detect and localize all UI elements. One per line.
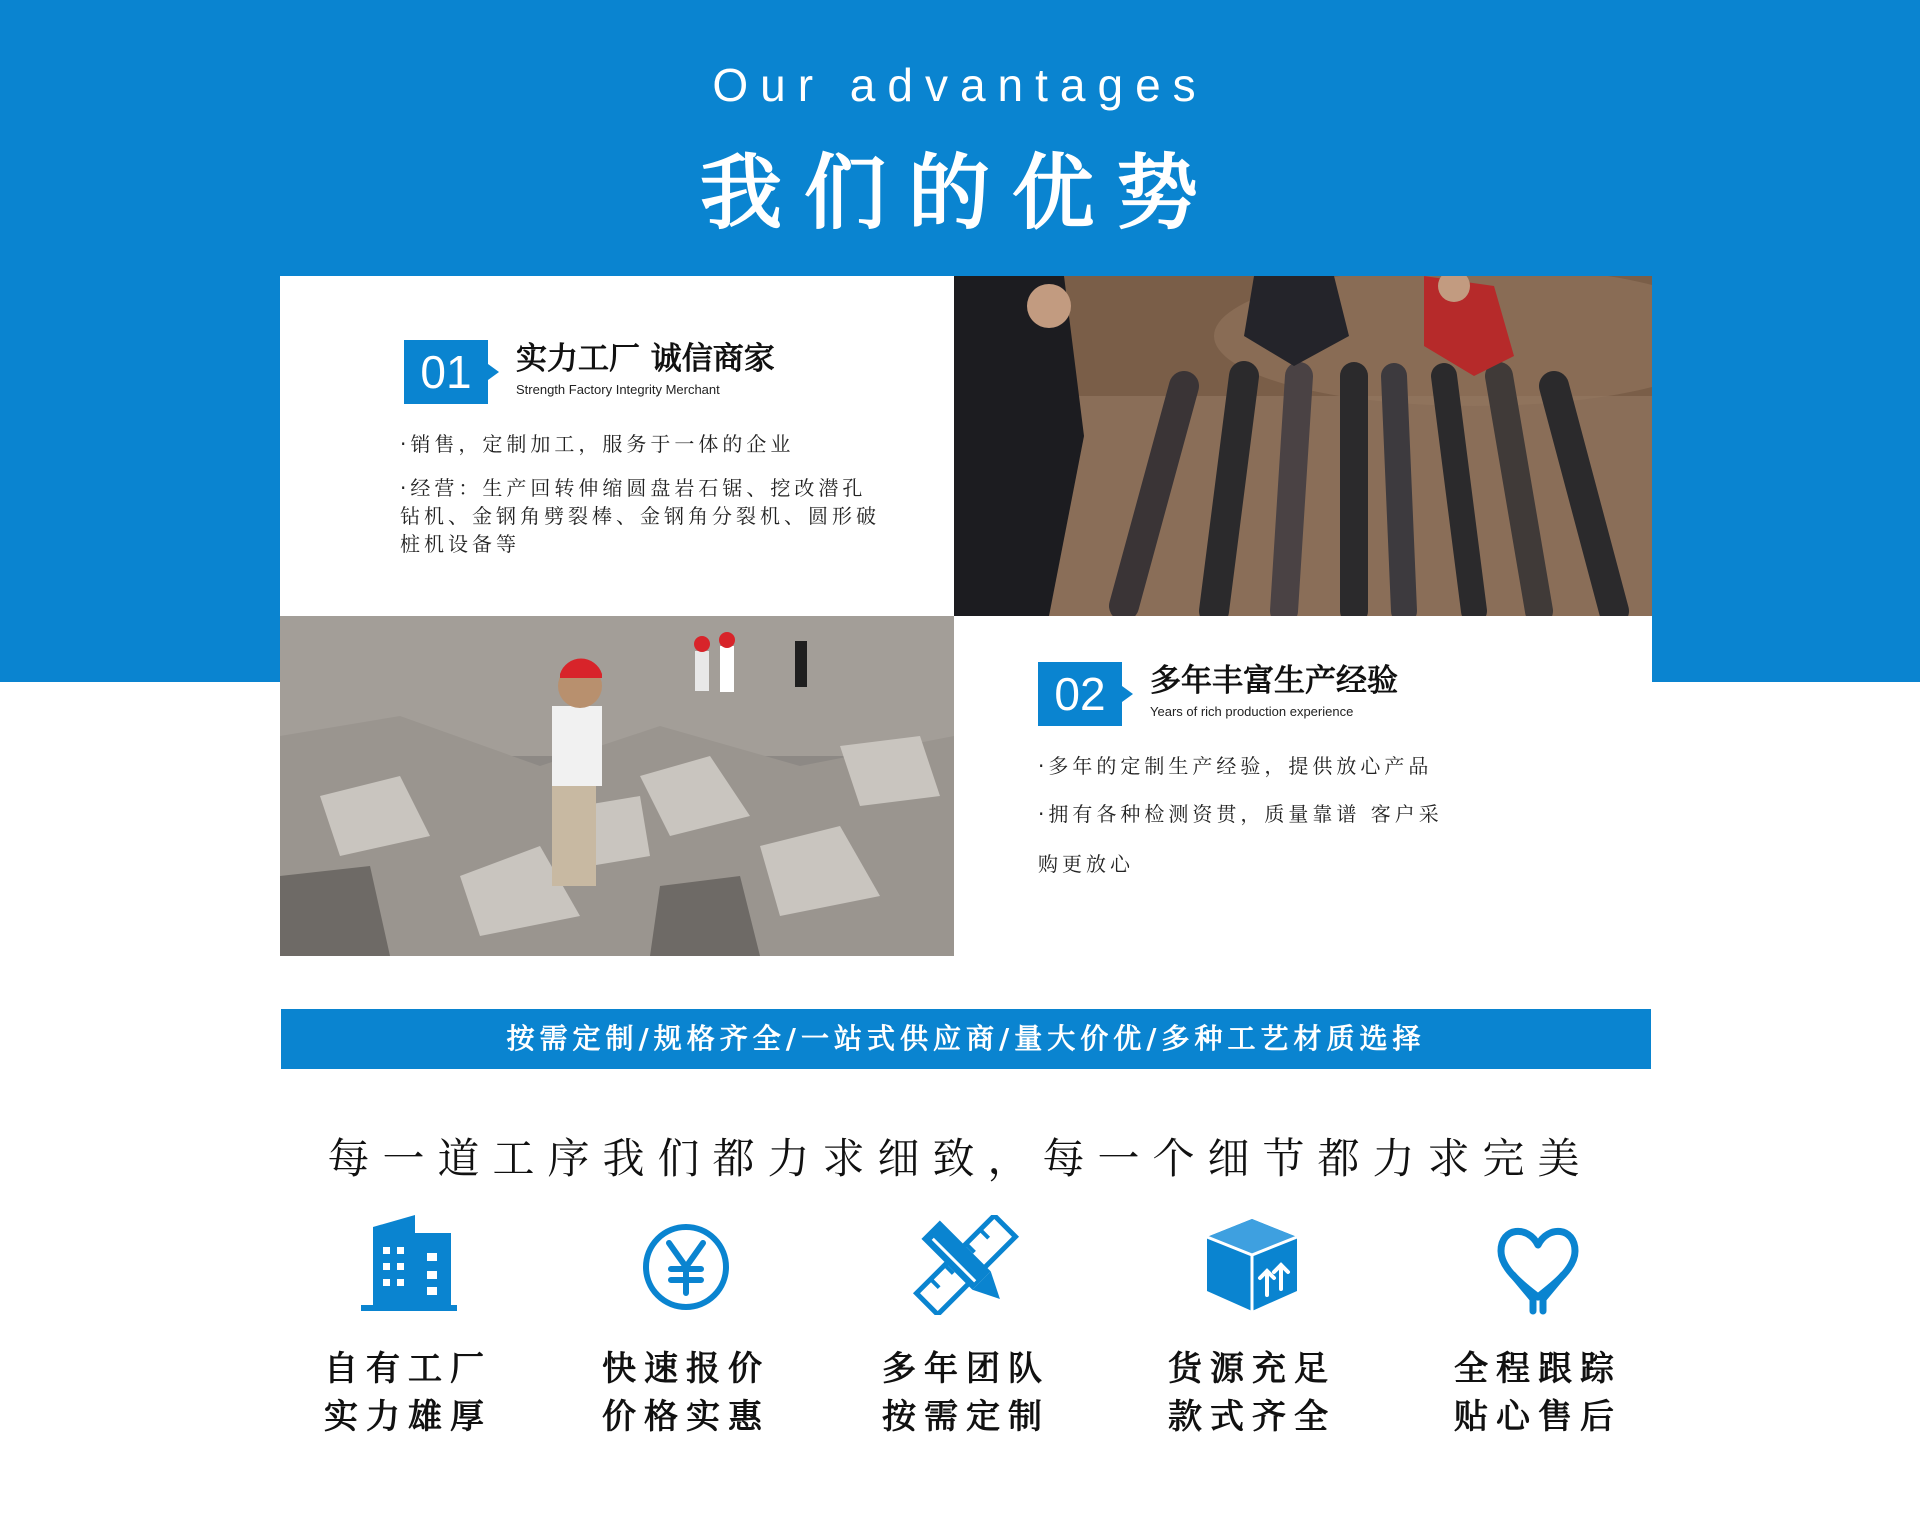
feature-line-1: 全程跟踪 xyxy=(1454,1349,1622,1389)
feature-bar: 按需定制/规格齐全/一站式供应商/量大价优/多种工艺材质选择 xyxy=(281,1009,1651,1069)
feature-item xyxy=(1132,1215,1372,1441)
building-icon xyxy=(353,1215,463,1315)
yuan-icon xyxy=(631,1215,741,1315)
advantage-number: 01 xyxy=(404,340,488,404)
advantage-subtitle: Years of rich production experience xyxy=(1150,704,1354,719)
feature-item xyxy=(288,1215,528,1441)
english-title: Our advantages xyxy=(712,59,1208,111)
feature-item xyxy=(1418,1215,1658,1441)
advantage-bullet: ·多年的定制生产经验，提供放心产品 xyxy=(1038,754,1433,778)
feature-line-2: 实力雄厚 xyxy=(324,1397,492,1437)
pencil-ruler-icon xyxy=(911,1215,1021,1315)
feature-item xyxy=(846,1215,1086,1441)
feature-line-1: 自有工厂 xyxy=(324,1349,492,1389)
feature-line-1: 货源充足 xyxy=(1168,1349,1336,1389)
advantage-number: 02 xyxy=(1038,662,1122,726)
advantage-title: 多年丰富生产经验 xyxy=(1150,663,1398,699)
advantage-bullet: ·拥有各种检测资贯，质量靠谱 客户采 xyxy=(1038,802,1443,826)
advantage-panel-02 xyxy=(954,616,1652,956)
advantage-bullet: 购更放心 xyxy=(1038,852,1134,876)
feature-line-2: 按需定制 xyxy=(882,1397,1050,1437)
feature-item xyxy=(566,1215,806,1441)
advantage-bullet: ·经营：生产回转伸缩圆盘岩石锯、挖改潜孔 xyxy=(400,476,867,500)
chinese-title: 我们的优势 xyxy=(699,146,1220,241)
feature-line-1: 快速报价 xyxy=(602,1349,770,1389)
photo-drill-rods xyxy=(954,276,1652,616)
advantage-subtitle: Strength Factory Integrity Merchant xyxy=(516,382,720,397)
advantage-bullet: 桩机设备等 xyxy=(400,532,520,556)
box-icon xyxy=(1197,1215,1307,1315)
feature-line-1: 多年团队 xyxy=(882,1349,1050,1389)
advantage-panel-01 xyxy=(280,276,954,616)
advantage-bullet: 钻机、金钢角劈裂棒、金钢角分裂机、圆形破 xyxy=(400,504,880,528)
photo-quarry xyxy=(280,616,954,956)
feature-line-2: 价格实惠 xyxy=(602,1397,770,1437)
heart-hands-icon xyxy=(1483,1215,1593,1315)
feature-line-2: 款式齐全 xyxy=(1168,1397,1336,1437)
feature-line-2: 贴心售后 xyxy=(1454,1397,1622,1437)
advantage-bullet: ·销售，定制加工，服务于一体的企业 xyxy=(400,432,795,456)
advantage-title: 实力工厂 诚信商家 xyxy=(516,341,775,377)
slogan: 每一道工序我们都力求细致，每一个细节都力求完美 xyxy=(327,1134,1593,1183)
